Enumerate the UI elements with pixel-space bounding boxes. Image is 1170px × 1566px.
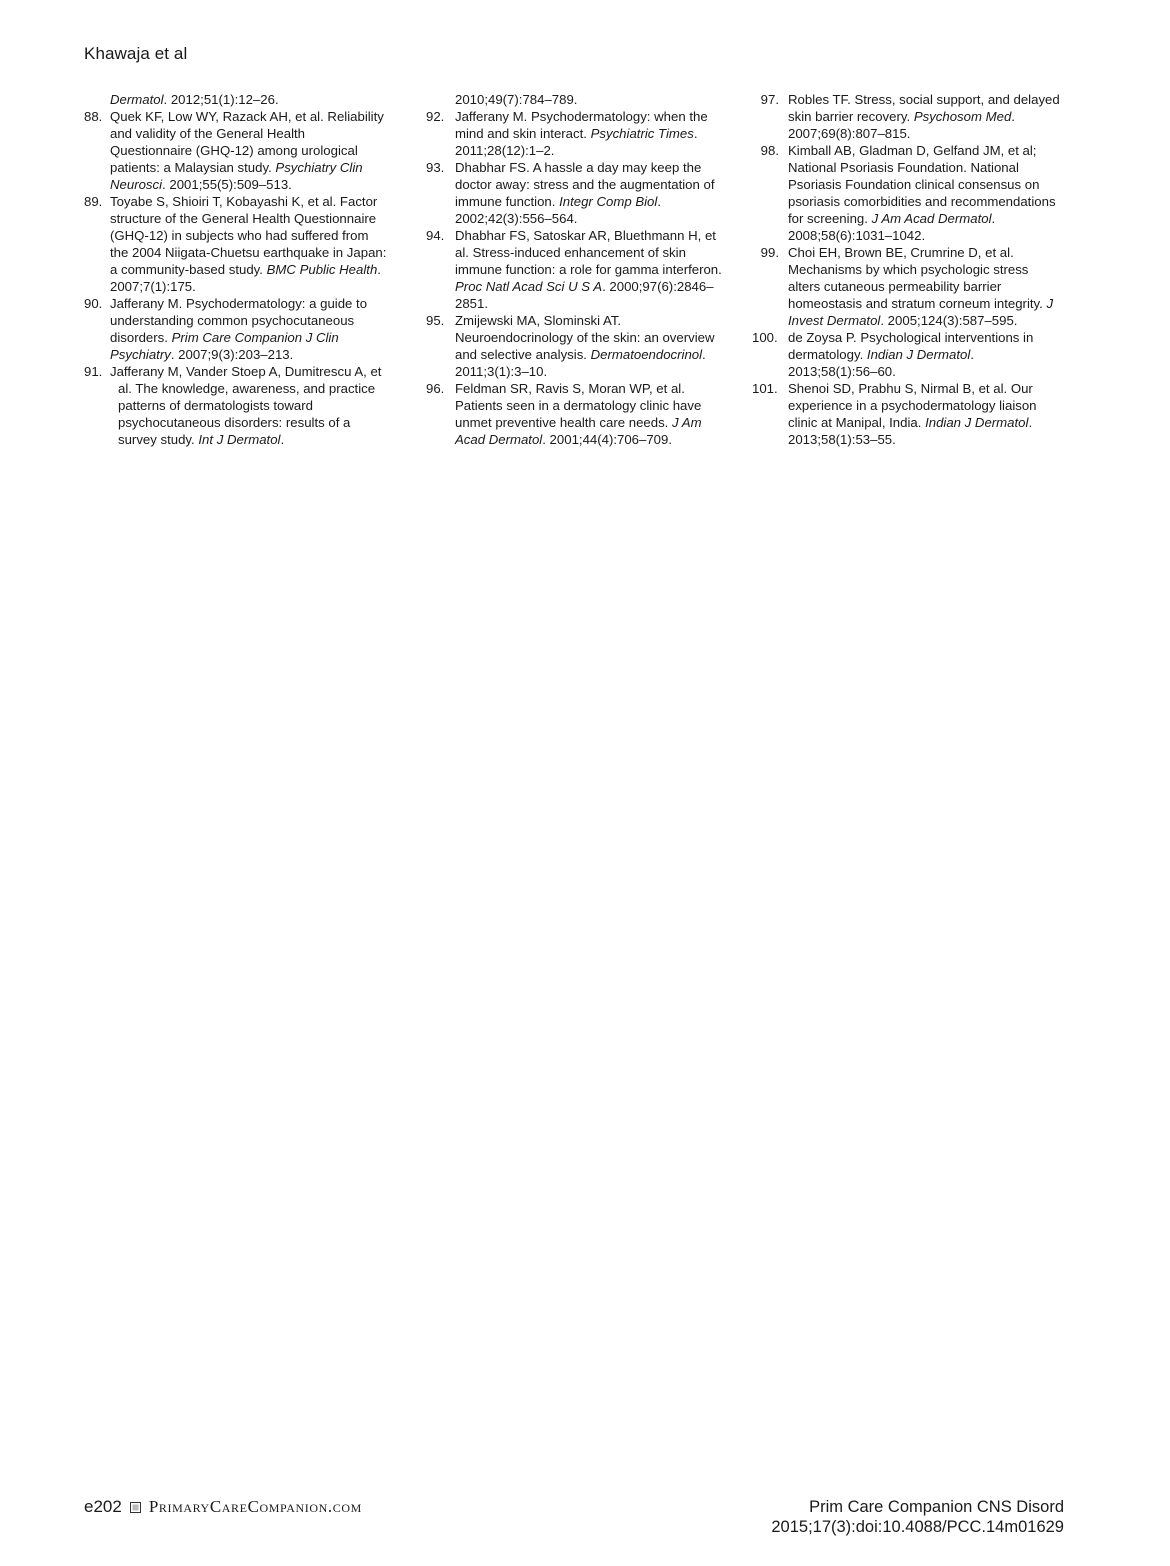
reference-92: 92. Jafferany M. Psychodermatology: when the mind and skin interact. Psychiatric Times. 2011;28(12):1–2. [426,109,708,158]
reference-91: 91. Jafferany M, Vander Stoep A, Dumitrescu A, et al. The knowledge, awareness, and practice patterns of dermatologists toward psychocutaneous disorders: results of a survey study. Int J Dermatol. [84,364,382,447]
reference-number: 89. [84,194,103,209]
doi-citation: 2015;17(3):doi:10.4088/PCC.14m01629 [771,1518,1064,1536]
references-column-1 [84,91,390,448]
reference-number: 100. [752,330,778,345]
reference-89: 89. Toyabe S, Shioiri T, Kobayashi K, et al. Factor structure of the General Health Questionnaire (GHQ-12) in subjects who had suffered from the 2004 Niigata-Chuetsu earthquake in Japan: a community-based study. BMC Public Health. 2007;7(1):175. [84,194,387,294]
reference-number: 88. [84,109,103,124]
reference-95: 95. Zmijewski MA, Slominski AT. Neuroendocrinology of the skin: an overview and selective analysis. Dermatoendocrinol. 2011;3(1):3–10. [426,313,715,379]
page-number: e202 [84,1497,122,1516]
reference-88: 88. Quek KF, Low WY, Razack AH, et al. Reliability and validity of the General Health Questionnaire (GHQ-12) among urological patients: a Malaysian study. Psychiatry Clin Neurosci. 2001;55(5):509–513. [84,109,384,192]
reference-number: 91. [84,364,103,379]
journal-name: Prim Care Companion CNS Disord [809,1498,1064,1516]
reference-96: 96. Feldman SR, Ravis S, Moran WP, et al. Patients seen in a dermatology clinic have unmet preventive health care needs. J Am Acad Dermatol. 2001;44(4):706–709. [426,381,702,447]
references-column-2 [426,91,730,448]
reference-number: 94. [426,228,445,243]
reference-number: 97. [760,92,779,107]
footer-citation [771,1497,1064,1537]
reference-number: 99. [760,245,779,260]
reference-94: 94. Dhabhar FS, Satoskar AR, Bluethmann H, et al. Stress-induced enhancement of skin immune function: a role for gamma interferon. Proc Natl Acad Sci U S A. 2000;97(6):2846–2851. [426,228,722,311]
reference-number: 90. [84,296,103,311]
reference-98: 98. Kimball AB, Gladman D, Gelfand JM, et al; National Psoriasis Foundation. National Psoriasis Foundation clinical consensus on psoriasis comorbidities and recommendations for screening. J Am Acad Dermatol. 2008;58(6):1031–1042. [752,142,1064,244]
reference-99: 99. Choi EH, Brown BE, Crumrine D, et al. Mechanisms by which psychologic stress alters cutaneous permeability barrier homeostasis and stratum corneum integrity. J Invest Dermatol. 2005;124(3):587–595. [752,244,1064,329]
reference-90: 90. Jafferany M. Psychodermatology: a guide to understanding common psychocutaneous disorders. Prim Care Companion J Clin Psychiatry. 2007;9(3):203–213. [84,296,368,362]
reference-87-continued: Dermatol. 2012;51(1):12–26. [110,92,279,107]
reference-number: 93. [426,160,445,175]
site-link[interactable]: PrimaryCareCompanion.com [148,1497,362,1516]
references-column-3 [752,91,1064,448]
reference-number: 95. [426,313,445,328]
reference-93: 93. Dhabhar FS. A hassle a day may keep the doctor away: stress and the augmentation of immune function. Integr Comp Biol. 2002;42(3):556–564. [426,160,715,226]
reference-number: 101. [752,381,778,396]
reference-91-continued: 2010;49(7):784–789. [455,92,578,107]
reference-97: 97. Robles TF. Stress, social support, and delayed skin barrier recovery. Psychosom Med. 2007;69(8):807–815. [752,91,1064,142]
reference-number: 98. [760,143,779,158]
reference-number: 92. [426,109,445,124]
reference-100: 100. de Zoysa P. Psychological interventions in dermatology. Indian J Dermatol. 2013;58(1):56–60. [752,330,1034,379]
footer-left [84,1497,362,1517]
running-head: Khawaja et al [84,44,188,63]
reference-number: 96. [426,381,445,396]
reference-101: 101. Shenoi SD, Prabhu S, Nirmal B, et al. Our experience in a psychodermatology liaison clinic at Manipal, India. Indian J Dermatol. 2013;58(1):53–55. [752,381,1037,447]
square-bullet-icon [130,1502,141,1513]
